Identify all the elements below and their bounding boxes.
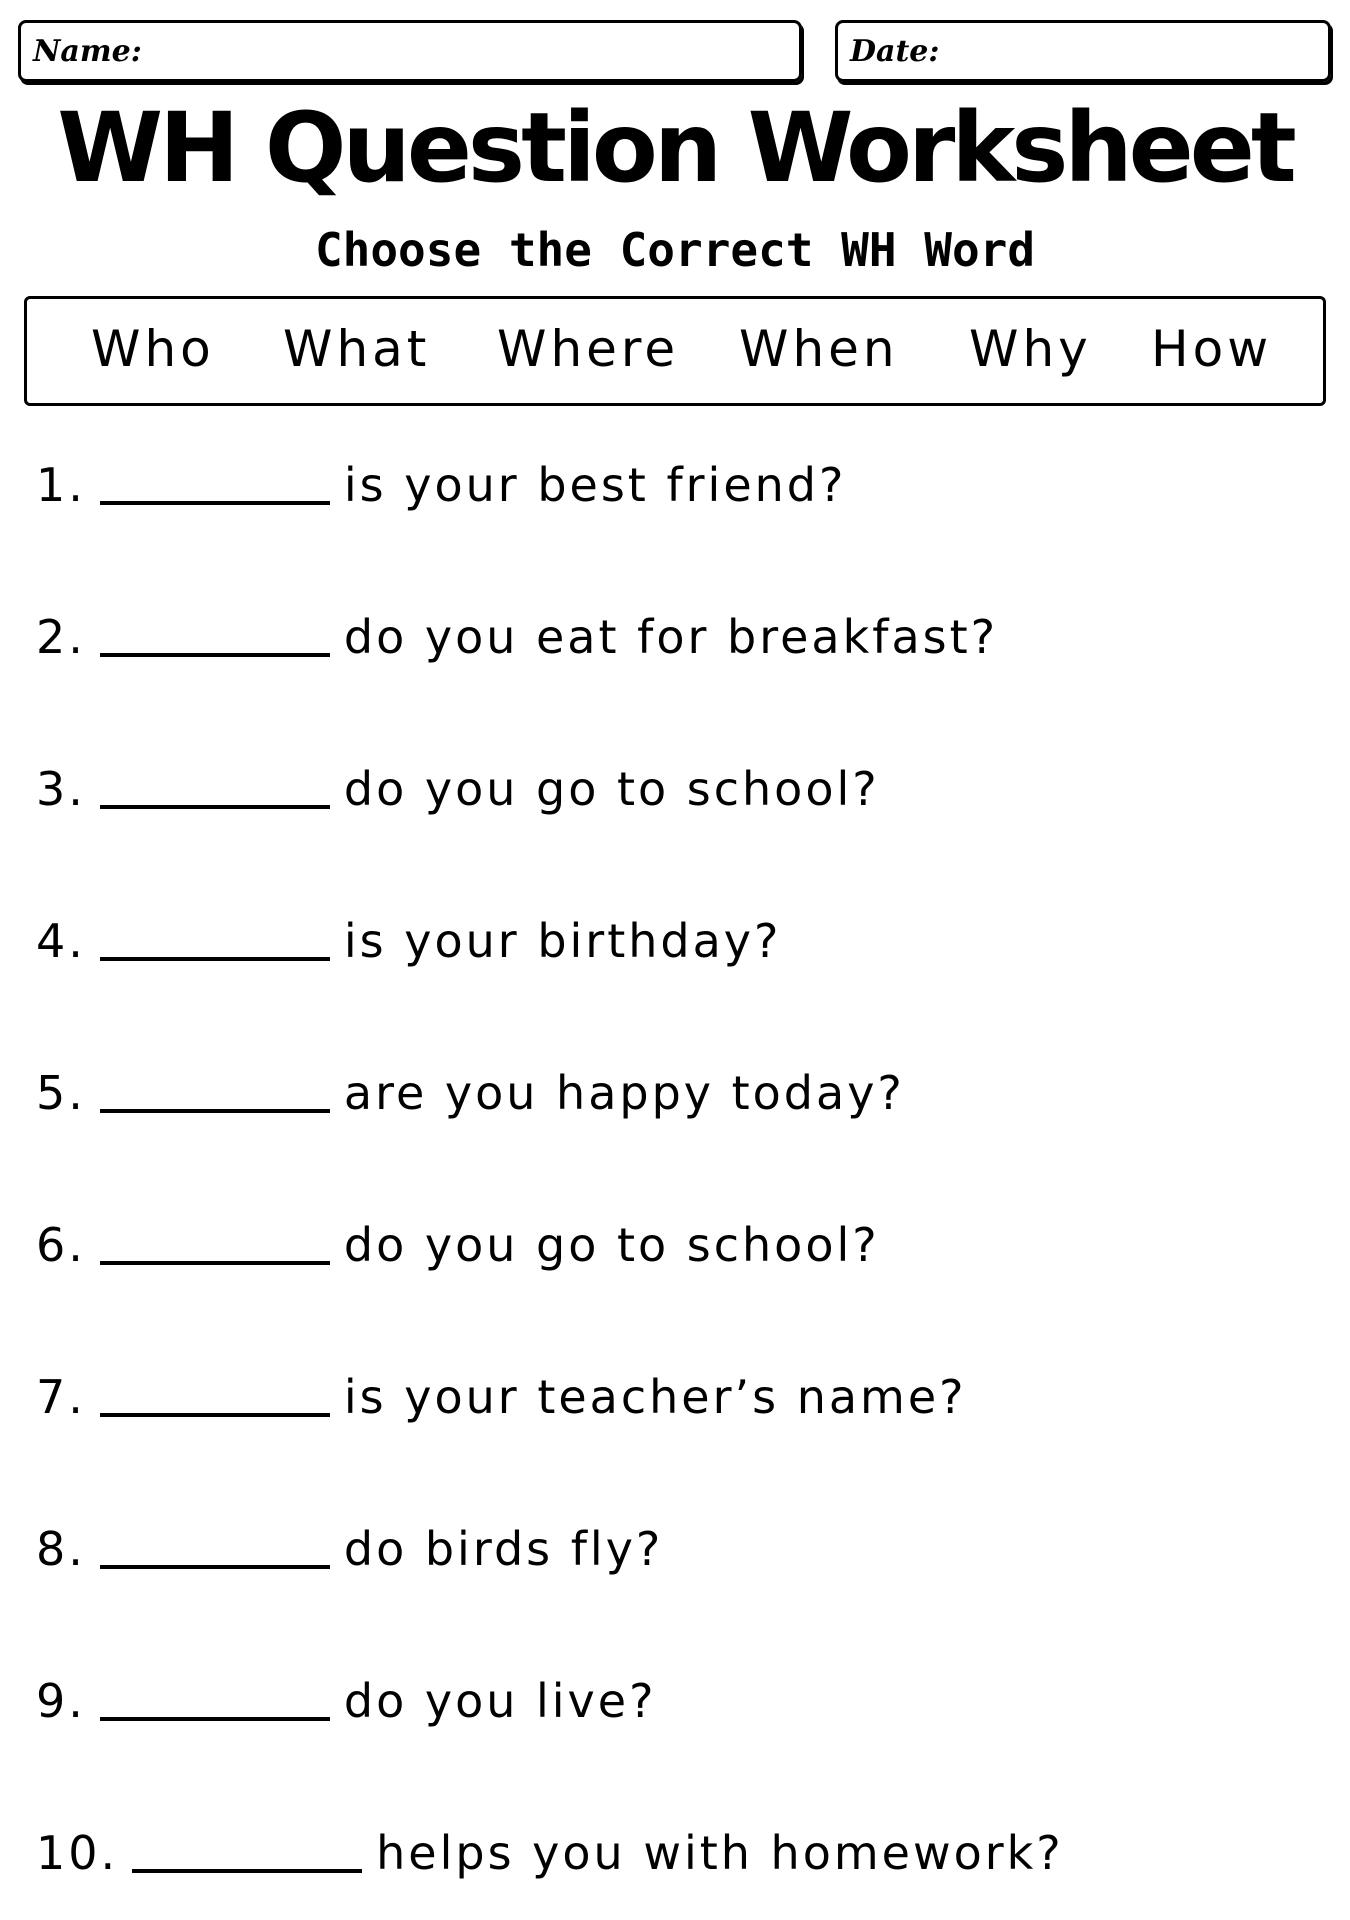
answer-blank[interactable]: [100, 463, 330, 505]
question-number: 7.: [36, 1370, 86, 1424]
question-text: do you go to school?: [343, 762, 880, 816]
name-label: Name:: [33, 33, 142, 69]
question-item: [36, 1823, 1064, 1883]
question-number: 4.: [36, 914, 86, 968]
question-item: [36, 1671, 657, 1731]
question-text: do you go to school?: [343, 1218, 880, 1272]
question-number: 1.: [36, 458, 86, 512]
word-bank-item-who: Who: [91, 320, 215, 378]
question-text: helps you with homework?: [376, 1826, 1064, 1880]
question-text: do birds fly?: [343, 1522, 664, 1576]
answer-blank[interactable]: [100, 919, 330, 961]
question-item: [36, 1367, 967, 1427]
word-bank: [24, 296, 1326, 406]
worksheet-subtitle: Choose the Correct WH Word: [314, 223, 1036, 277]
question-number: 8.: [36, 1522, 86, 1576]
date-field[interactable]: [835, 20, 1331, 82]
answer-blank[interactable]: [132, 1831, 362, 1873]
question-text: is your birthday?: [343, 914, 782, 968]
question-number: 5.: [36, 1066, 86, 1120]
word-bank-item-how: How: [1151, 320, 1273, 378]
question-text: do you live?: [343, 1674, 657, 1728]
question-text: is your teacher’s name?: [343, 1370, 967, 1424]
answer-blank[interactable]: [100, 1071, 330, 1113]
word-bank-item-when: When: [739, 320, 899, 378]
question-number: 10.: [36, 1826, 119, 1880]
question-item: [36, 911, 781, 971]
word-bank-item-why: Why: [969, 320, 1092, 378]
question-text: do you eat for breakfast?: [343, 610, 999, 664]
date-label: Date:: [850, 33, 940, 69]
name-field[interactable]: [18, 20, 802, 82]
question-number: 6.: [36, 1218, 86, 1272]
worksheet-title: WH Question Worksheet: [57, 92, 1293, 204]
question-number: 2.: [36, 610, 86, 664]
answer-blank[interactable]: [100, 1679, 330, 1721]
word-bank-item-what: What: [283, 320, 431, 378]
answer-blank[interactable]: [100, 767, 330, 809]
question-item: [36, 455, 846, 515]
question-item: [36, 1519, 663, 1579]
word-bank-item-where: Where: [497, 320, 680, 378]
question-text: are you happy today?: [343, 1066, 905, 1120]
answer-blank[interactable]: [100, 1527, 330, 1569]
question-item: [36, 759, 880, 819]
question-text: is your best friend?: [343, 458, 847, 512]
answer-blank[interactable]: [100, 1223, 330, 1265]
question-item: [36, 1215, 880, 1275]
question-item: [36, 607, 998, 667]
question-number: 3.: [36, 762, 86, 816]
answer-blank[interactable]: [100, 615, 330, 657]
question-number: 9.: [36, 1674, 86, 1728]
question-item: [36, 1063, 905, 1123]
answer-blank[interactable]: [100, 1375, 330, 1417]
